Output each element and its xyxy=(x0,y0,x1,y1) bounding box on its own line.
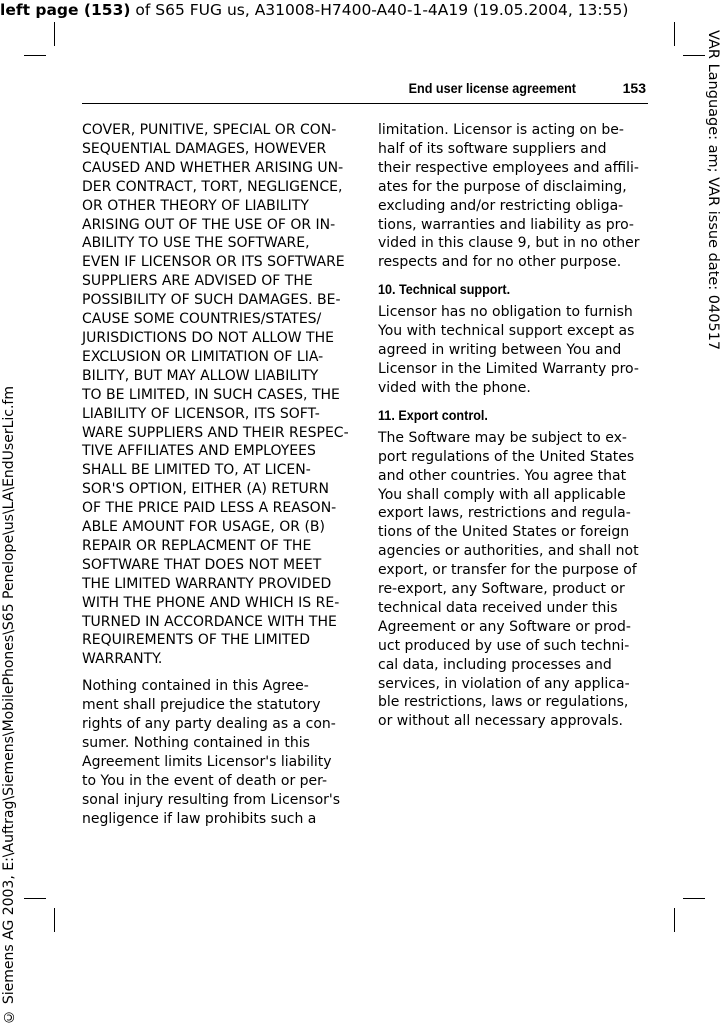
page-header xyxy=(82,78,648,104)
text-line: agencies or authorities, and shall not xyxy=(378,543,639,560)
text-line: ABLE AMOUNT FOR USAGE, OR (B) xyxy=(82,519,325,536)
limitation-paragraph xyxy=(378,121,648,272)
text-line: SEQUENTIAL DAMAGES, HOWEVER xyxy=(82,140,327,157)
crop-mark xyxy=(54,22,55,46)
crop-mark xyxy=(683,55,705,56)
left-column xyxy=(82,121,352,837)
text-line: TO BE LIMITED, IN SUCH CASES, THE xyxy=(82,386,340,403)
export-control-paragraph xyxy=(378,429,648,732)
text-line: ABILITY TO USE THE SOFTWARE, xyxy=(82,235,310,252)
text-line: and other countries. You agree that xyxy=(378,467,627,484)
language-issue-info: VAR Language: am; VAR issue date: 040517 xyxy=(705,30,721,351)
text-line: vided with the phone. xyxy=(378,379,531,396)
text-line: negligence if law prohibits such a xyxy=(82,810,317,827)
text-line: WITH THE PHONE AND WHICH IS RE- xyxy=(82,594,340,611)
text-line: DER CONTRACT, TORT, NEGLIGENCE, xyxy=(82,178,343,195)
text-line: SUPPLIERS ARE ADVISED OF THE xyxy=(82,273,313,290)
text-line: EXCLUSION OR LIMITATION OF LIA- xyxy=(82,348,324,365)
crop-mark xyxy=(674,908,675,932)
liability-paragraph xyxy=(82,121,352,669)
text-line: ble restrictions, laws or regulations, xyxy=(378,694,629,711)
right-column xyxy=(378,121,648,739)
text-line: rights of any party dealing as a con- xyxy=(82,716,336,733)
text-line: agreed in writing between You and xyxy=(378,342,622,359)
text-line: THE LIMITED WARRANTY PROVIDED xyxy=(82,575,332,592)
print-job-info xyxy=(0,0,640,20)
text-line: sonal injury resulting from Licensor's xyxy=(82,791,341,808)
text-line: limitation. Licensor is acting on be- xyxy=(378,122,624,138)
text-line: OF THE PRICE PAID LESS A REASON- xyxy=(82,500,337,517)
text-line: LIABILITY OF LICENSOR, ITS SOFT- xyxy=(82,405,320,422)
text-line: sumer. Nothing contained in this xyxy=(82,735,310,751)
technical-support-heading: 10. Technical support. xyxy=(378,281,511,298)
text-line: half of its software suppliers and xyxy=(378,140,607,157)
copyright-file-path: © Siemens AG 2003, E:\Auftrag\Siemens\MobilePhones\S65 Penelope\us\LA\EndUserLic.fm xyxy=(1,386,17,1025)
text-line: SOFTWARE THAT DOES NOT MEET xyxy=(82,556,322,573)
text-line: POSSIBILITY OF SUCH DAMAGES. BE- xyxy=(82,292,341,309)
text-line: TURNED IN ACCORDANCE WITH THE xyxy=(82,613,337,630)
text-line: vided in this clause 9, but in no other xyxy=(378,235,640,252)
consumer-rights-paragraph xyxy=(82,677,352,828)
crop-mark xyxy=(24,898,46,899)
header-rule xyxy=(82,103,648,104)
print-job-page-label: left page (153) xyxy=(0,1,131,19)
text-line: export, or transfer for the purpose of xyxy=(378,562,637,579)
crop-mark xyxy=(683,898,705,899)
text-line: REQUIREMENTS OF THE LIMITED xyxy=(82,632,311,649)
text-line: tions, warranties and liability as pro- xyxy=(378,216,634,233)
page-number: 153 xyxy=(622,80,646,96)
text-line: WARE SUPPLIERS AND THEIR RESPEC- xyxy=(82,424,349,441)
text-line: ment shall prejudice the statutory xyxy=(82,697,321,714)
text-line: CAUSE SOME COUNTRIES/STATES/ xyxy=(82,311,322,328)
text-line: REPAIR OR REPLACMENT OF THE xyxy=(82,537,312,554)
export-control-heading: 11. Export control. xyxy=(378,406,488,423)
text-line: The Software may be subject to ex- xyxy=(378,429,627,446)
text-line: You with technical support except as xyxy=(378,323,635,340)
text-line: BILITY, BUT MAY ALLOW LIABILITY xyxy=(82,367,319,384)
text-line: to You in the event of death or per- xyxy=(82,772,328,789)
text-line: SOR'S OPTION, EITHER (A) RETURN xyxy=(82,481,329,498)
crop-mark xyxy=(674,22,675,46)
text-line: JURISDICTIONS DO NOT ALLOW THE xyxy=(82,329,334,346)
text-line: You shall comply with all applicable xyxy=(378,486,626,503)
text-line: WARRANTY. xyxy=(82,651,163,668)
text-line: tions of the United States or foreign xyxy=(378,524,630,541)
text-line: OR OTHER THEORY OF LIABILITY xyxy=(82,197,309,214)
text-line: Licensor has no obligation to furnish xyxy=(378,304,633,321)
text-line: export laws, restrictions and regula- xyxy=(378,505,631,522)
text-line: COVER, PUNITIVE, SPECIAL OR CON- xyxy=(82,122,337,138)
text-line: services, in violation of any applica- xyxy=(378,675,630,692)
text-line: Agreement or any Software or prod- xyxy=(378,618,631,635)
text-line: uct produced by use of such techni- xyxy=(378,637,630,654)
text-line: SHALL BE LIMITED TO, AT LICEN- xyxy=(82,462,311,479)
text-line: respects and for no other purpose. xyxy=(378,254,622,271)
text-line: technical data received under this xyxy=(378,599,618,616)
print-job-details: of S65 FUG us, A31008-H7400-A40-1-4A19 (19.05.2004, 13:55) xyxy=(130,1,629,19)
crop-mark xyxy=(24,55,46,56)
text-line: Licensor in the Limited Warranty pro- xyxy=(378,360,639,377)
technical-support-paragraph xyxy=(378,303,648,398)
text-line: TIVE AFFILIATES AND EMPLOYEES xyxy=(82,443,316,460)
text-line: port regulations of the United States xyxy=(378,448,635,465)
text-line: Agreement limits Licensor's liability xyxy=(82,753,332,770)
text-line: CAUSED AND WHETHER ARISING UN- xyxy=(82,159,344,176)
text-line: re-export, any Software, product or xyxy=(378,581,625,598)
text-line: or without all necessary approvals. xyxy=(378,713,623,730)
running-title: End user license agreement xyxy=(408,80,576,96)
text-line: ates for the purpose of disclaiming, xyxy=(378,178,627,195)
text-line: Nothing contained in this Agree- xyxy=(82,678,309,695)
text-line: cal data, including processes and xyxy=(378,656,612,673)
text-line: EVEN IF LICENSOR OR ITS SOFTWARE xyxy=(82,254,345,271)
crop-mark xyxy=(54,908,55,932)
text-line: their respective employees and affili- xyxy=(378,159,639,176)
text-line: excluding and/or restricting obliga- xyxy=(378,197,624,214)
text-line: ARISING OUT OF THE USE OF OR IN- xyxy=(82,216,336,233)
